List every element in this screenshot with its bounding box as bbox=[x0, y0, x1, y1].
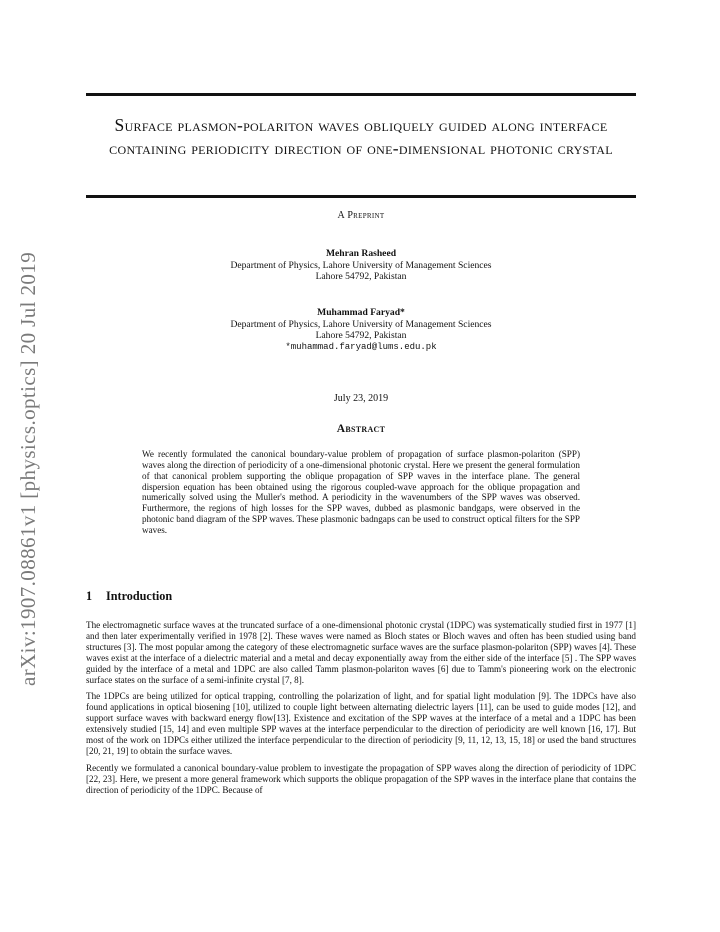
preprint-label: A Preprint bbox=[337, 210, 385, 221]
paper-title: Surface plasmon-polariton waves obliquely guided along interface containing periodicity direction of one-dimensional photonic crystal bbox=[109, 115, 613, 158]
section-title: Introduction bbox=[106, 589, 173, 603]
body-paragraph: The electromagnetic surface waves at the truncated surface of a one-dimensional photonic crystal (1DPC) was systematically studied first in 1977 [1] and then later experimentally verified in 1978 [2]. These waves were named as Bloch states or Bloch waves and often has been studied using band structures [3]. The most popular among the category of these electromagnetic surface waves are the surface plasmon-polariton (SPP) waves [4]. These waves exist at the interface of a dielectric material and a metal and decay exponentially away from the either side of the interface [5] . The SPP waves guided by the interface of a metal and 1DPC are also called Tamm plasmon-polariton waves [6] due to Tamm's pioneering work on the electronic surface states on the surface of a semi-infinite crystal [7, 8]. bbox=[86, 620, 636, 685]
author-address: Lahore 54792, Pakistan bbox=[315, 330, 407, 342]
author-email: *muhammad.faryad@lums.edu.pk bbox=[285, 341, 437, 352]
title-bottom-rule bbox=[86, 195, 636, 198]
paper-date: July 23, 2019 bbox=[333, 393, 389, 404]
section-heading bbox=[86, 589, 172, 604]
body-paragraph: The 1DPCs are being utilized for optical trapping, controlling the polarization of light, and for spatial light modulation [9]. The 1DPCs have also found applications in optical biosening [10], utilized to couple light between alternating dielectric layers [11], can be used to guide modes [12], and support surface waves with backward energy flow[13]. Existence and excitation of the SPP waves at the interface of a metal and a 1DPC has been extensively studied [15, 14] and even multiple SPP waves at the interface perpendicular to the direction of periodicity are well known [16, 17]. But most of the work on 1DPCs either utilized the interface perpendicular to the direction of periodicity [9, 11, 12, 13, 15, 18] or used the band structures [20, 21, 19] to obtain the surface waves. bbox=[86, 691, 636, 756]
arxiv-margin-stamp bbox=[8, 234, 48, 686]
author-name: Mehran Rasheed bbox=[325, 248, 397, 259]
author-affiliation: Department of Physics, Lahore University of Management Sciences bbox=[230, 318, 492, 330]
body-paragraph: Recently we formulated a canonical boundary-value problem to investigate the propagation of SPP waves along the direction of periodicity of 1DPC [22, 23]. Here, we present a more general framework which supports the oblique propagation of the SPP waves in the interface plane that contains the direction of periodicity of the 1DPC. Because of bbox=[86, 762, 636, 795]
section-number: 1 bbox=[86, 589, 93, 603]
author-affiliation: Department of Physics, Lahore University of Management Sciences bbox=[230, 259, 492, 271]
author-name: Muhammad Faryad* bbox=[317, 307, 405, 318]
title-top-rule bbox=[86, 93, 636, 96]
abstract-heading: Abstract bbox=[336, 423, 386, 435]
section-body bbox=[86, 620, 636, 802]
arxiv-identifier: arXiv:1907.08861v1 [physics.optics] 20 Jul 2019 bbox=[16, 251, 40, 686]
author-address: Lahore 54792, Pakistan bbox=[315, 271, 407, 283]
abstract-text: We recently formulated the canonical boundary-value problem of propagation of surface plasmon-polariton (SPP) waves along the direction of periodicity of a one-dimensional photonic crystal. Here we present the general formulation of that canonical problem supporting the oblique propagation of SPP waves in the interface plane. The general dispersion equation has been obtained using the rigorous coupled-wave approach for the oblique propagation and numerically solved using the Muller's method. A periodicity in the wavenumbers of the SPP waves was observed. Furthermore, the regions of high losses for the SPP waves, dubbed as plasmonic bandgaps, were observed in the photonic band diagram of the SPP waves. These plasmonic badngaps can be used to construct optical filters for the SPP waves. bbox=[142, 449, 580, 535]
author-block-2 bbox=[86, 307, 636, 353]
author-block-1 bbox=[86, 248, 636, 283]
